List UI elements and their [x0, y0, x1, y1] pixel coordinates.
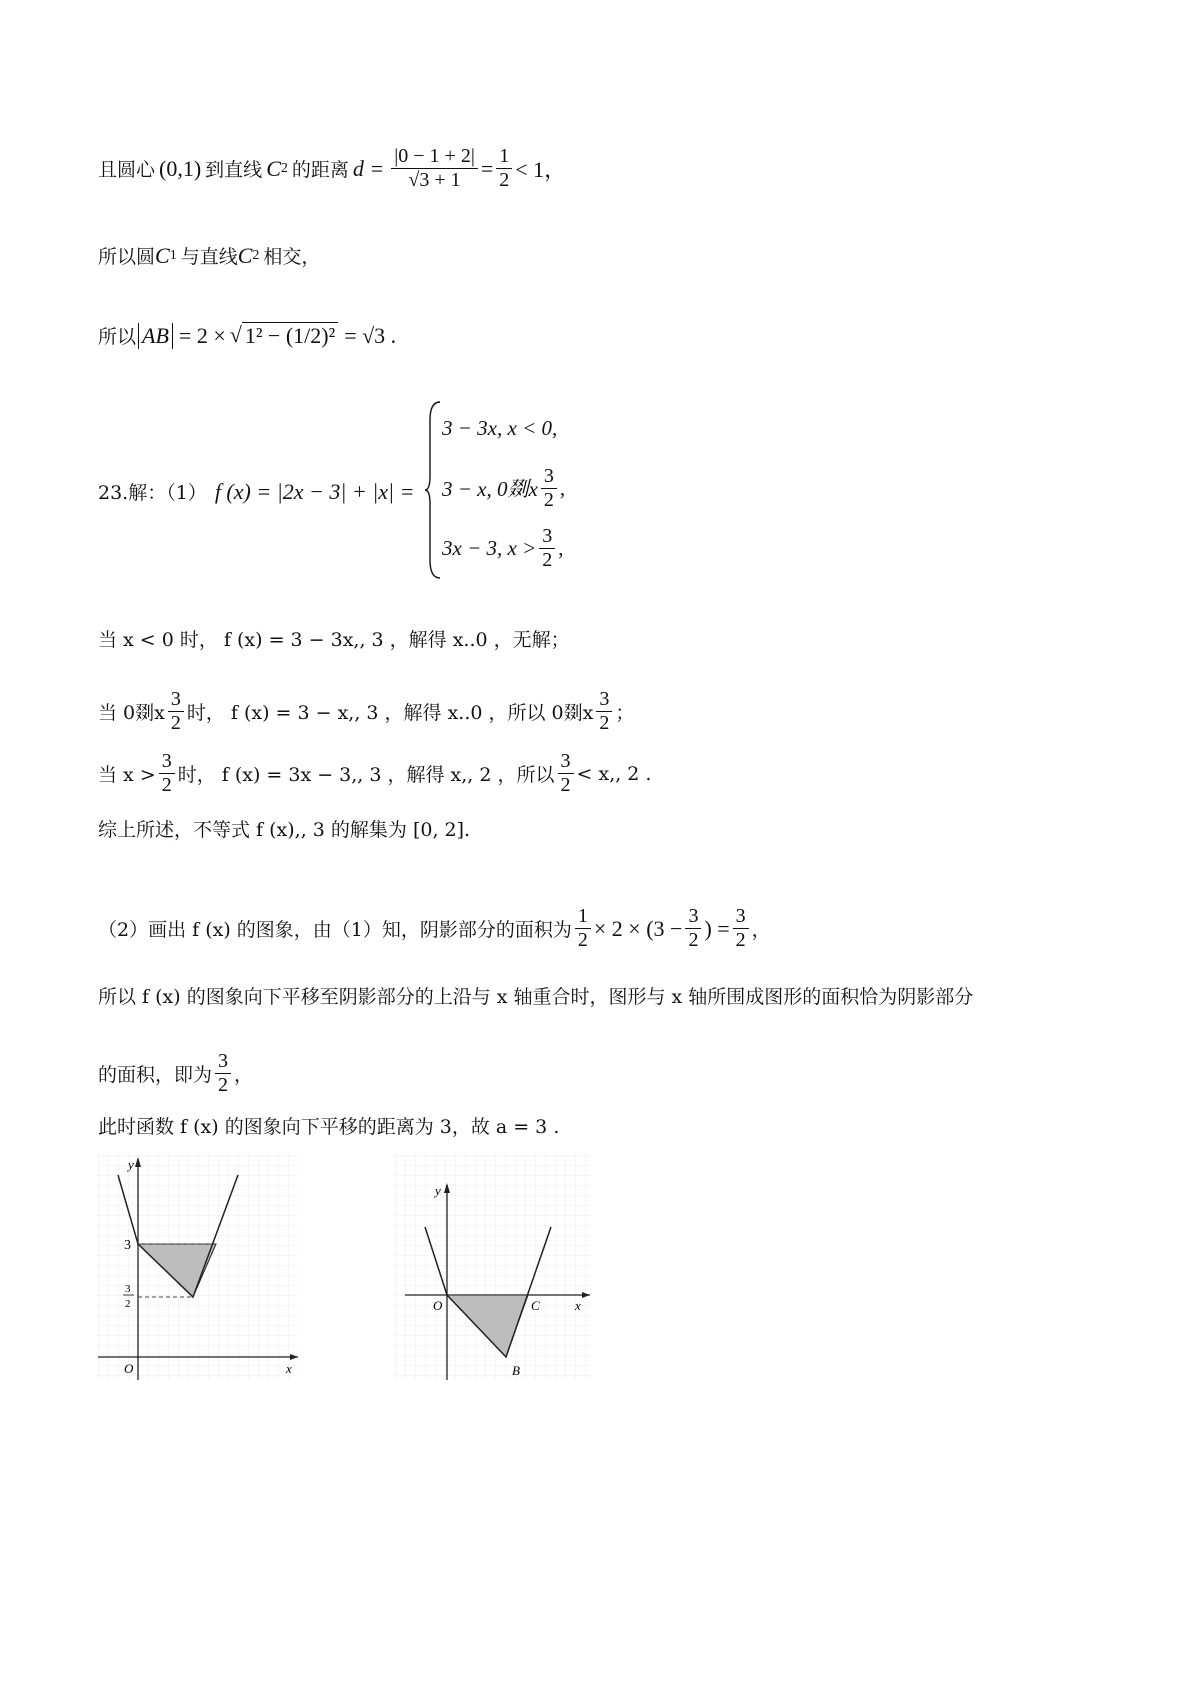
text: , — [558, 535, 564, 560]
numerator: 3 — [685, 905, 701, 929]
fraction — [575, 905, 591, 952]
tick-den: 2 — [125, 1298, 131, 1310]
result: = √3 . — [344, 322, 397, 348]
denominator: 2 — [161, 774, 172, 796]
fraction — [558, 750, 574, 797]
text: 的距离 — [291, 159, 349, 181]
equals: = 2 × — [178, 322, 226, 348]
part-2 — [98, 905, 771, 952]
origin-label: O — [433, 1298, 443, 1313]
numerator: 3 — [215, 1050, 231, 1074]
text: 综上所述，不等式 f (x),, 3 的解集为 [0, 2]. — [98, 819, 471, 841]
fraction — [685, 905, 701, 952]
distance-fraction — [391, 145, 478, 192]
denominator: 2 — [735, 929, 746, 951]
sqrt-expr: √ 1² − (1/2)² — [230, 322, 338, 349]
circle-c: C — [155, 242, 170, 268]
numerator: 3 — [596, 688, 612, 712]
text: × 2 × (3 − — [593, 915, 683, 941]
tick-num: 3 — [125, 1283, 131, 1295]
line-c: C — [266, 155, 281, 181]
part-2-cont — [98, 982, 973, 1009]
d-symbol: d = — [352, 155, 385, 181]
denominator: 2 — [599, 712, 610, 734]
half-fraction — [496, 145, 512, 192]
case-1 — [98, 625, 570, 652]
y-label: y — [128, 1157, 134, 1172]
numerator: 3 — [558, 750, 574, 774]
numerator: 3 — [159, 750, 175, 774]
fraction — [159, 750, 175, 797]
numerator: 3 — [541, 465, 557, 489]
text: 时， f (x) = 3 − x,, 3 ，解得 x..0 ，所以 0剟x — [186, 702, 594, 724]
denominator: 2 — [577, 929, 588, 951]
summary — [98, 815, 470, 842]
text: （2）画出 f (x) 的图象，由（1）知，阴影部分的面积为 — [98, 919, 572, 941]
text: 当 x > — [98, 764, 156, 786]
radicand: 1² − (1/2)² — [242, 322, 338, 349]
piece-3 — [442, 518, 565, 578]
figure-2 — [395, 1155, 590, 1380]
grid — [395, 1155, 590, 1380]
piecewise — [442, 398, 565, 578]
denominator: 2 — [543, 488, 554, 511]
text: ； — [615, 702, 635, 724]
text: ) = — [704, 915, 730, 941]
numerator: 1 — [496, 145, 512, 169]
text: 当 0剟x — [98, 702, 165, 724]
text: , — [559, 475, 566, 500]
fraction — [541, 465, 557, 512]
text: 3 − x, 0剟x — [442, 477, 538, 501]
point-c: C — [531, 1298, 540, 1313]
piece-2 — [442, 458, 565, 518]
line-c: C — [237, 242, 253, 268]
denominator: 2 — [218, 1074, 229, 1096]
question-label: 23.解：（1） — [98, 482, 207, 504]
line-distance — [98, 145, 566, 192]
line-intersect — [98, 242, 320, 269]
text: 与直线 — [180, 246, 238, 268]
numerator: 3 — [539, 525, 555, 549]
y-label: y — [435, 1183, 441, 1198]
piece-1 — [442, 398, 565, 458]
q23-header — [98, 478, 414, 505]
ab-length: AB — [138, 323, 173, 349]
text: 时， f (x) = 3x − 3,, 3 ，解得 x,, 2 ，所以 — [177, 764, 555, 786]
figure-1 — [98, 1155, 298, 1380]
text: 所以圆 — [98, 246, 156, 268]
case-3 — [98, 750, 651, 797]
fraction — [168, 688, 184, 735]
text: 所以 — [98, 326, 137, 348]
text: ， — [751, 919, 771, 941]
equals: = — [480, 155, 494, 181]
subscript: 1 — [169, 247, 177, 263]
tick-3: 3 — [124, 1238, 131, 1253]
denominator: 2 — [542, 548, 553, 571]
line-chord — [98, 322, 396, 349]
denominator: √3 + 1 — [408, 169, 461, 191]
numerator: 1 — [575, 905, 591, 929]
text: 3x − 3, x > — [442, 535, 537, 560]
text: 3 − 3x, x < 0, — [442, 415, 558, 440]
x-label: x — [575, 1298, 581, 1313]
case-2 — [98, 688, 634, 735]
function-def: f (x) = |2x − 3| + |x| = — [214, 478, 415, 504]
text: 的面积，即为 — [98, 1064, 213, 1086]
x-label: x — [286, 1361, 292, 1376]
text: < x,, 2 . — [576, 762, 652, 785]
numerator: |0 − 1 + 2| — [391, 145, 478, 169]
text: 且圆心 — [98, 159, 156, 181]
text: < 1， — [515, 157, 567, 182]
fraction — [733, 905, 749, 952]
denominator: 2 — [688, 929, 699, 951]
denominator: 2 — [170, 712, 181, 734]
part-2-answer — [98, 1112, 559, 1139]
denominator: 2 — [499, 169, 510, 191]
denominator: 2 — [560, 774, 571, 796]
subscript: 2 — [280, 160, 288, 176]
text: 此时函数 f (x) 的图象向下平移的距离为 3，故 a = 3 . — [98, 1116, 560, 1138]
fraction — [539, 525, 555, 572]
numerator: 3 — [168, 688, 184, 712]
subscript: 2 — [252, 247, 260, 263]
point-b: B — [512, 1363, 520, 1378]
text: 所以 f (x) 的图象向下平移至阴影部分的上沿与 x 轴重合时，图形与 x 轴所围成图形的面积恰为阴影部分 — [98, 986, 974, 1008]
part-2-area — [98, 1050, 253, 1097]
fraction — [215, 1050, 231, 1097]
text: 相交， — [263, 246, 321, 268]
brace-icon — [424, 400, 442, 580]
text: 当 x < 0 时， f (x) = 3 − 3x,, 3 ，解得 x..0 ，无解； — [98, 629, 570, 651]
numerator: 3 — [733, 905, 749, 929]
origin-label: O — [124, 1361, 134, 1376]
text: ， — [234, 1064, 254, 1086]
fraction — [596, 688, 612, 735]
center-point: (0,1) — [159, 155, 202, 181]
text: 到直线 — [205, 159, 263, 181]
